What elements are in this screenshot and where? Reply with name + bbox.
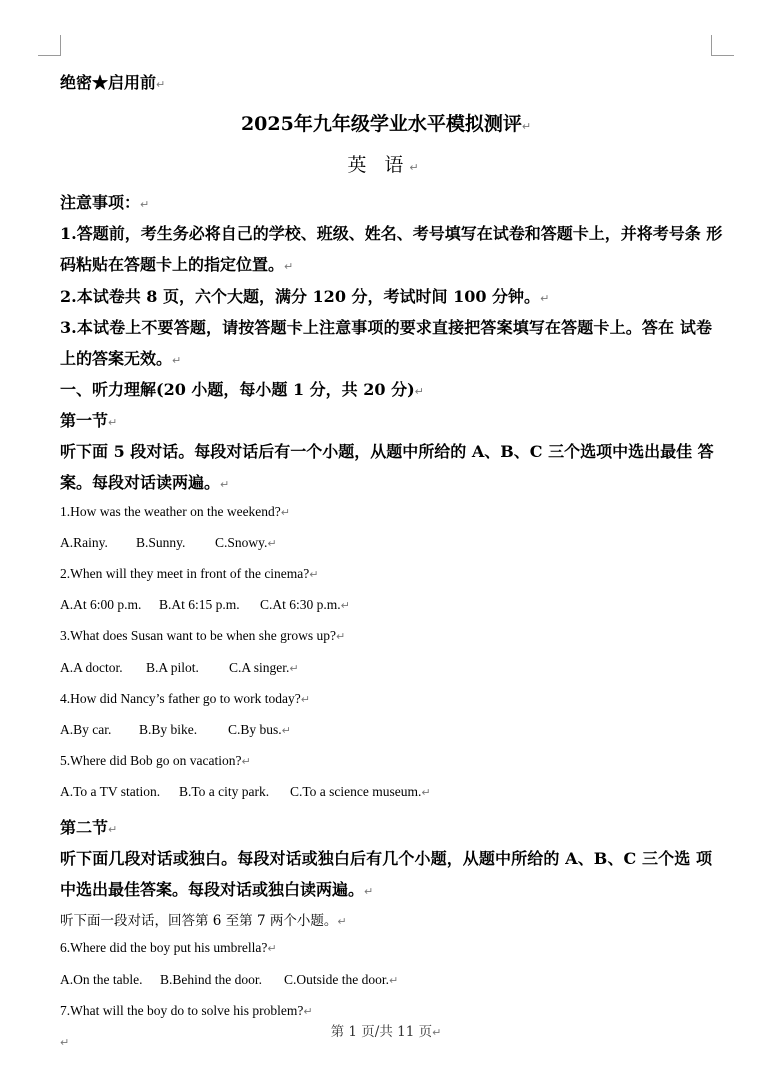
page-number-footer: 第 1 页/共 11 页↵ (330, 1024, 442, 1040)
question-3: 3.What does Susan want to be when she grows up?↵ (60, 628, 346, 643)
option-a: A.By car. (60, 722, 112, 737)
question-1-options: A.Rainy. B.Sunny. C.Snowy.↵ (60, 535, 277, 550)
question-4-options: A.By car. B.By bike. C.By bus.↵ (60, 722, 291, 737)
option-a: A.A doctor. (60, 660, 123, 675)
section2-heading: 第二节↵ (60, 818, 118, 837)
paragraph-mark: ↵ (60, 1036, 70, 1049)
section2-sub-instruction: 听下面一段对话，回答第 6 至第 7 两个小题。↵ (60, 913, 347, 929)
option-a: A.On the table. (60, 972, 143, 987)
note-item-1-line-2: 码粘贴在答题卡上的指定位置。↵ (60, 255, 294, 274)
question-2: 2.When will they meet in front of the cinema?↵ (60, 566, 319, 581)
option-c: C.By bus. (228, 722, 282, 737)
note-item-2: 2.本试卷共 8 页，六个大题，满分 120 分，考试时间 100 分钟。↵ (60, 287, 550, 306)
crop-mark-top-right (711, 35, 734, 56)
question-6: 6.Where did the boy put his umbrella?↵ (60, 940, 277, 955)
question-2-options: A.At 6:00 p.m. B.At 6:15 p.m. C.At 6:30 p.m.↵ (60, 597, 350, 612)
option-c: C.Snowy. (215, 535, 268, 550)
section1-heading: 第一节↵ (60, 411, 118, 430)
option-a: A.To a TV station. (60, 784, 161, 799)
part1-heading: 一、听力理解(20 小题，每小题 1 分，共 20 分)↵ (60, 380, 424, 399)
question-3-options: A.A doctor. B.A pilot. C.A singer.↵ (60, 660, 299, 675)
question-5: 5.Where did Bob go on vacation?↵ (60, 753, 251, 768)
option-b: B.By bike. (139, 722, 198, 737)
section2-instruction-line-2: 中选出最佳答案。每段对话或独白读两遍。↵ (60, 880, 374, 899)
note-item-3-line-2: 上的答案无效。↵ (60, 349, 182, 368)
question-1: 1.How was the weather on the weekend?↵ (60, 504, 291, 519)
option-c: C.Outside the door. (284, 972, 389, 987)
subject-title: 英 语↵ (347, 154, 425, 176)
option-b: B.A pilot. (146, 660, 199, 675)
option-b: B.Sunny. (136, 535, 186, 550)
question-7: 7.What will the boy do to solve his problem?↵ (60, 1003, 313, 1018)
note-item-1-line-1: 1.答题前，考生务必将自己的学校、班级、姓名、考号填写在试卷和答题卡上，并将考号条 形 (60, 224, 723, 243)
option-b: B.To a city park. (179, 784, 270, 799)
section1-instruction-line-2: 案。每段对话读两遍。↵ (60, 473, 230, 492)
option-b: B.At 6:15 p.m. (159, 597, 240, 612)
option-c: C.To a science museum. (290, 784, 422, 799)
page-title: 2025年九年级学业水平模拟测评↵ (240, 113, 532, 135)
section1-instruction-line-1: 听下面 5 段对话。每段对话后有一个小题，从题中所给的 A、B、C 三个选项中选出最佳 答 (60, 442, 714, 461)
option-a: A.Rainy. (60, 535, 108, 550)
section2-instruction-line-1: 听下面几段对话或独白。每段对话或独白后有几个小题，从题中所给的 A、B、C 三个选 项 (60, 849, 712, 868)
option-a: A.At 6:00 p.m. (60, 597, 142, 612)
option-c: C.A singer. (229, 660, 290, 675)
question-4: 4.How did Nancy’s father go to work today?↵ (60, 691, 310, 706)
option-c: C.At 6:30 p.m. (260, 597, 341, 612)
question-6-options: A.On the table. B.Behind the door. C.Outside the door.↵ (60, 972, 399, 987)
crop-mark-top-left (38, 35, 61, 56)
option-b: B.Behind the door. (160, 972, 262, 987)
secret-label: 绝密★启用前↵ (60, 73, 166, 92)
note-item-3-line-1: 3.本试卷上不要答题，请按答题卡上注意事项的要求直接把答案填写在答题卡上。答在 试卷 (60, 318, 712, 337)
notes-heading: 注意事项：↵ (60, 193, 150, 212)
question-5-options: A.To a TV station. B.To a city park. C.To a science museum.↵ (60, 784, 431, 799)
